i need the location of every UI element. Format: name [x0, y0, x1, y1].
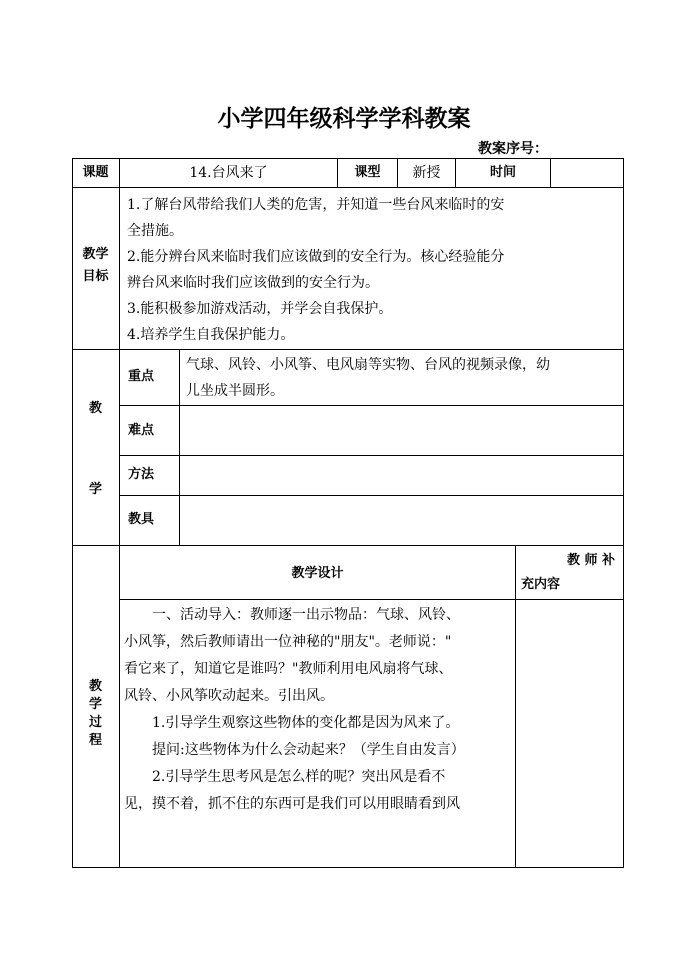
- supplement-header-line: 教 师 补: [566, 553, 615, 568]
- row-divider: [119, 455, 624, 456]
- key-points-line: 儿坐成半圆形。: [186, 383, 284, 399]
- design-header: 教学设计: [291, 566, 344, 581]
- objective-line: 辨台风来临时我们应该做到的安全行为。: [127, 275, 379, 291]
- objectives-label-line: 目标: [82, 269, 109, 284]
- process-label-char: 程: [88, 733, 102, 748]
- method-label: 方法: [128, 467, 155, 482]
- key-points-text: [186, 352, 621, 404]
- objective-line: 4.培养学生自我保护能力。: [127, 327, 295, 343]
- process-label-char: 教: [88, 679, 102, 694]
- objective-line: 1.了解台风带给我们人类的危害，并知道一些台风来临时的安: [127, 197, 505, 213]
- process-label: [72, 678, 119, 750]
- col-divider: [515, 545, 516, 868]
- design-line: 看它来了，知道它是谁吗？"教师利用电风扇将气球、: [124, 661, 453, 677]
- design-line: 小风筝，然后教师请出一位神秘的"朋友"。老师说：": [124, 634, 452, 650]
- design-line: 提问:这些物体为什么会动起来？（学生自由发言）: [124, 742, 465, 758]
- teaching-aids-label: 教具: [128, 512, 155, 527]
- design-line: 2.引导学生思考风是怎么样的呢？突出风是看不: [124, 769, 446, 785]
- process-label-char: 过: [88, 715, 102, 730]
- row-divider: [119, 405, 624, 406]
- type-value: 新授: [412, 165, 441, 181]
- col-divider: [119, 158, 120, 868]
- objective-line: 2.能分辨台风来临时我们应该做到的安全行为。核心经验能分: [127, 249, 505, 265]
- supplement-header-line: 充内容: [521, 577, 561, 592]
- row-divider: [119, 599, 624, 600]
- design-line: 风铃、小风筝吹动起来。引出风。: [124, 688, 334, 704]
- page-title: 小学四年级科学学科教案: [217, 106, 471, 132]
- col-divider: [179, 349, 180, 546]
- teaching-label-bottom: 学: [88, 482, 102, 497]
- col-divider: [550, 158, 551, 188]
- objectives-text: [127, 192, 622, 348]
- design-line: 一、活动导入：教师逐一出示物品：气球、风铃、: [124, 607, 460, 623]
- serial-number-label: 教案序号：: [478, 141, 548, 157]
- row-divider: [72, 187, 624, 188]
- objectives-label: [72, 244, 119, 288]
- difficulties-label: 难点: [128, 423, 155, 438]
- process-label-char: 学: [88, 697, 102, 712]
- process-design-text: [124, 602, 514, 818]
- row-divider: [72, 349, 624, 350]
- topic-value: 14.台风来了: [189, 165, 268, 181]
- design-line: 1.引导学生观察这些物体的变化都是因为风来了。: [124, 715, 460, 731]
- key-points-line: 气球、风铃、小风筝、电风扇等实物、台风的视频录像，幼: [186, 357, 550, 373]
- objectives-label-line: 教学: [82, 247, 109, 262]
- time-label: 时间: [489, 165, 516, 180]
- objective-line: 3.能积极参加游戏活动，并学会自我保护。: [127, 301, 393, 317]
- row-divider: [72, 545, 624, 546]
- topic-label: 课题: [82, 165, 109, 180]
- type-label: 课型: [354, 165, 381, 180]
- objective-line: 全措施。: [127, 223, 183, 239]
- key-points-label: 重点: [128, 369, 155, 384]
- design-line: 见，摸不着，抓不住的东西可是我们可以用眼睛看到风: [124, 796, 460, 812]
- row-divider: [119, 495, 624, 496]
- teaching-label-top: 教: [88, 401, 102, 416]
- supplement-header: [521, 549, 621, 597]
